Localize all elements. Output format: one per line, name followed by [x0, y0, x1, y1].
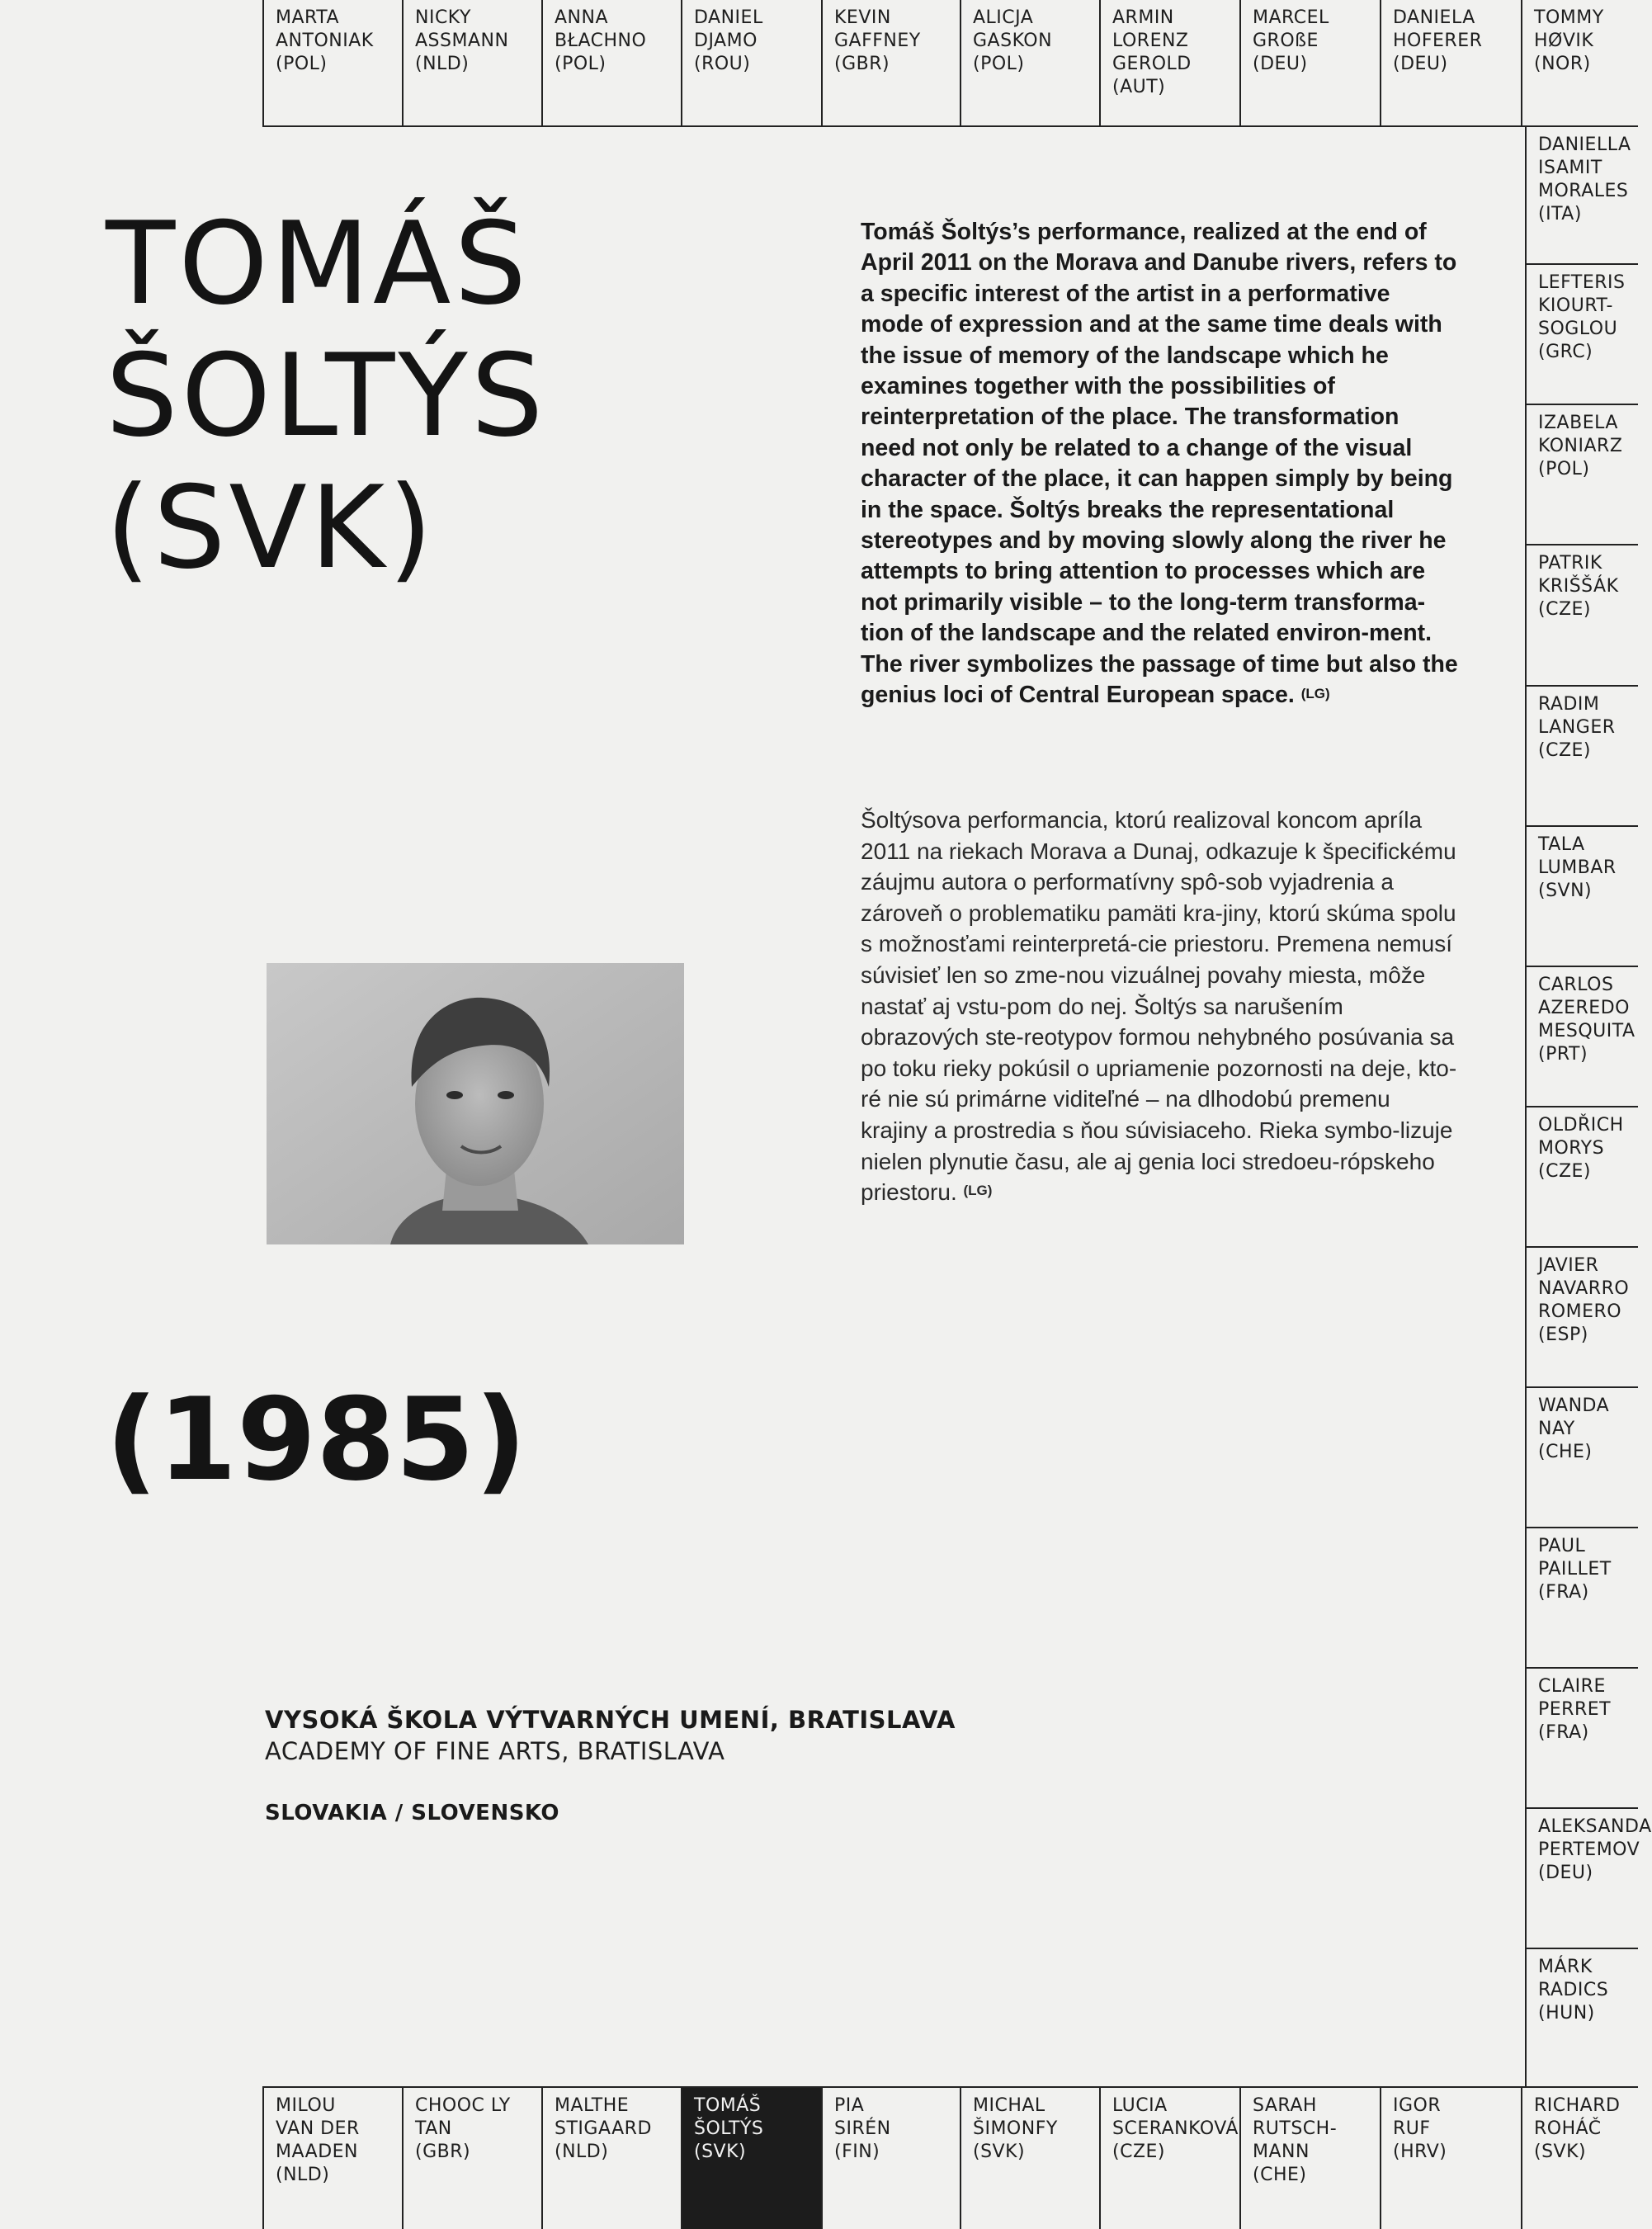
artist-cell[interactable]: PAUL PAILLET (FRA) [1525, 1528, 1638, 1669]
artist-cell[interactable]: TOMMY HØVIK (NOR) [1522, 0, 1638, 127]
artist-cell[interactable]: MALTHE STIGAARD (NLD) [543, 2086, 682, 2229]
artist-portrait [267, 963, 684, 1244]
artist-cell[interactable]: IZABELA KONIARZ (POL) [1525, 405, 1638, 545]
artist-cell[interactable]: CARLOS AZEREDO MESQUITA (PRT) [1525, 967, 1638, 1107]
artist-cell-current[interactable]: TOMÁŠ ŠOLTÝS (SVK) [682, 2086, 823, 2229]
description-english [861, 217, 1459, 711]
artist-cell[interactable]: MARTA ANTONIAK (POL) [262, 0, 404, 127]
artist-cell[interactable]: IGOR RUF (HRV) [1381, 2086, 1522, 2229]
description-slovak-author-ref: (LG) [963, 1183, 993, 1199]
portrait-illustration [267, 963, 684, 1244]
artist-cell[interactable]: MÁRK RADICS (HUN) [1525, 1949, 1638, 2086]
description-english-text: Tomáš Šoltýs’s performance, realized at the end of April 2011 on the Morava and Danube rivers, refers to a specific interest of the artist in a performative mode of expression and at the same time deals with the issue of memory of the landscape which he examines together with the possibilities of reinterpretation of the place. The transformation need not only be related to a change of the visual character of the place, it can happen simply by being in the space. Šoltýs breaks the representational stereotypes and by moving slowly along the river he attempts to bring attention to processes which are not primarily visible – to the long-term transforma-tion of the landscape and the related environ-ment. The river symbolizes the passage of time but also the genius loci of Central European space. [861, 219, 1458, 709]
artist-cell[interactable]: LEFTERIS KIOURT- SOGLOU (GRC) [1525, 265, 1638, 405]
artist-cell[interactable]: WANDA NAY (CHE) [1525, 1388, 1638, 1528]
artist-cell[interactable]: DANIELA HOFERER (DEU) [1381, 0, 1522, 127]
artist-cell[interactable]: ALICJA GASKON (POL) [961, 0, 1101, 127]
description-english-author-ref: (LG) [1300, 686, 1330, 702]
artist-cell[interactable]: RICHARD ROHÁČ (SVK) [1522, 2086, 1638, 2229]
artist-cell[interactable]: DANIEL DJAMO (ROU) [682, 0, 823, 127]
artist-cell[interactable]: PATRIK KRIŠŠÁK (CZE) [1525, 545, 1638, 687]
artist-cell[interactable]: MILOU VAN DER MAADEN (NLD) [262, 2086, 404, 2229]
school-name-english: ACADEMY OF FINE ARTS, BRATISLAVA [265, 1737, 725, 1765]
artist-cell[interactable]: TALA LUMBAR (SVN) [1525, 827, 1638, 967]
artist-cell[interactable]: ARMIN LORENZ GEROLD (AUT) [1101, 0, 1241, 127]
artist-cell[interactable]: PIA SIRÉN (FIN) [823, 2086, 961, 2229]
description-slovak [861, 805, 1459, 1208]
artist-cell[interactable]: OLDŘICH MORYS (CZE) [1525, 1107, 1638, 1248]
artist-cell[interactable]: CHOOC LY TAN (GBR) [404, 2086, 543, 2229]
country: SLOVAKIA / SLOVENSKO [265, 1801, 560, 1825]
artist-cell[interactable]: SARAH RUTSCH- MANN (CHE) [1241, 2086, 1381, 2229]
artist-cell[interactable]: CLAIRE PERRET (FRA) [1525, 1669, 1638, 1809]
school-name-slovak: VYSOKÁ ŠKOLA VÝTVARNÝCH UMENÍ, BRATISLAVA [265, 1706, 956, 1734]
description-slovak-text: Šoltýsova performancia, ktorú realizoval koncom apríla 2011 na riekach Morava a Dunaj, odkazuje k špecifickému záujmu autora o performatívny spô-sob vyjadrenia a zároveň o problematiku pamäti kra-jiny, ktorú skúma spolu s možnosťami reinterpretá-cie priestoru. Premena nemusí súvisieť len so zme-nou vizuálnej povahy miesta, môže nastať aj vstu-pom do nej. Šoltýs sa narušením obrazových ste-reotypov formou nehybného posúvania sa po toku rieky pokúsil o upriamenie pozornosti na deje, kto-ré nie sú primárne viditeľné – na dlhodobú premenu krajiny a prostredia s ňou súvisiaceho. Rieka symbo-lizuje nielen plynutie času, ale aj genia loci stredoeu-rópskeho priestoru. [861, 807, 1457, 1206]
artist-cell[interactable]: MICHAL ŠIMONFY (SVK) [961, 2086, 1101, 2229]
artist-cell[interactable]: LUCIA SCERANKOVÁ (CZE) [1101, 2086, 1241, 2229]
artist-cell[interactable]: ANNA BŁACHNO (POL) [543, 0, 682, 127]
artist-birth-year: (1985) [106, 1373, 527, 1506]
artist-cell[interactable]: NICKY ASSMANN (NLD) [404, 0, 543, 127]
artist-name: TOMÁŠ ŠOLTÝS (SVK) [106, 197, 547, 594]
artist-cell[interactable]: KEVIN GAFFNEY (GBR) [823, 0, 961, 127]
artist-cell[interactable]: MARCEL GROßE (DEU) [1241, 0, 1381, 127]
artist-cell[interactable]: ALEKSANDA PERTEMOV (DEU) [1525, 1809, 1638, 1949]
artist-cell[interactable]: RADIM LANGER (CZE) [1525, 687, 1638, 827]
artist-cell[interactable]: DANIELLA ISAMIT MORALES (ITA) [1525, 127, 1638, 265]
artist-cell[interactable]: JAVIER NAVARRO ROMERO (ESP) [1525, 1248, 1638, 1388]
